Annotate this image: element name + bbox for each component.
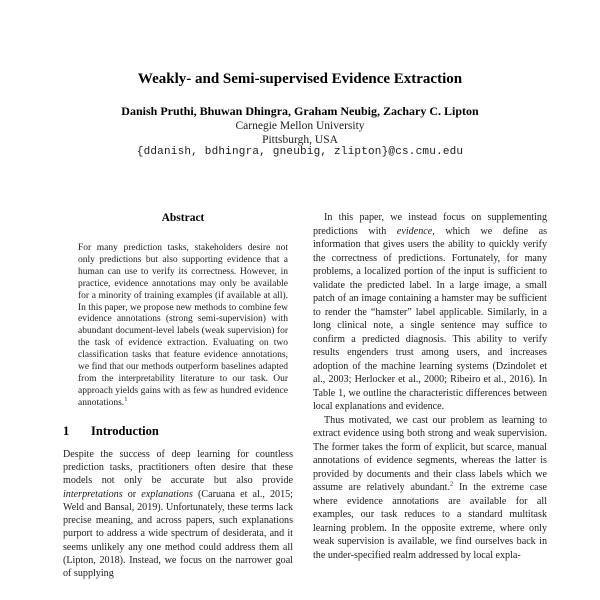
footnote-marker-2: 2 <box>450 480 454 488</box>
intro-paragraph-1 <box>63 448 293 581</box>
right-p2-text-b: In the extreme case where evidence annotations are available for all examples, our task reduces to a standard multitask learning problem. In the opposite extreme, where only weak supervision is available, we find ourselves back in the under-specified realm addressed by local expla- <box>313 482 547 561</box>
authors-emails: {ddanish, bdhingra, gneubig, zlipton}@cs.cmu.edu <box>136 146 464 158</box>
right-p1-italic-evidence: evidence <box>396 225 433 237</box>
authors-line: Danish Pruthi, Bhuwan Dhingra, Graham Neubig, Zachary C. Lipton <box>121 104 479 118</box>
abstract-body-text: For many prediction tasks, stakeholders desire not only predictions but also supporting evidence that a human can use to verify its correctness. However, in practice, evidence annotations may only be available for a minority of training examples (if available at all). In this paper, we propose new methods to combine few evidence annotations (strong semi-supervision) with abundant document-level labels (weak supervision) for the task of evidence extraction. Evaluating on two classification tasks that feature evidence annotations, we find that our methods outperform baselines adapted from the interpretability literature to our task. Our approach yields gains with as few as hundred evidence annotations. <box>78 243 288 408</box>
intro-p1-italic-explanations: explanations <box>141 488 193 500</box>
right-p1-text-b: , which we define as information that gives users the ability to quickly verify the correctness of predictions. Fortunately, for many problems, a localized portion of the input is sufficient to validate the predicted label. In a large image, a small patch of an image containing a hamster may be sufficient to render the “hamster” label applicable. Similarly, in a long clinical note, a single sentence may suffice to confirm a predicted diagnosis. This ability to verify results engenders trust among users, and increases adoption of the machine learning systems (Dzindolet et al., 2003; Herlocker et al., 2000; Ribeiro et al., 2016). In Table 1, we outline the characteristic differences between local explanations and evidence. <box>313 225 548 412</box>
abstract-text <box>78 243 288 410</box>
right-p1-text-a: In this paper, we instead focus on supplementing predictions with <box>313 212 547 237</box>
affiliation-university: Carnegie Mellon University <box>235 120 365 132</box>
abstract-heading: Abstract <box>161 212 205 224</box>
affiliation-location: Pittsburgh, USA <box>262 133 338 146</box>
right-paragraph-2 <box>313 414 547 563</box>
right-paragraph-1 <box>313 211 547 414</box>
right-p2-text-a: Thus motivated, we cast our problem as learning to extract evidence using both strong and weak supervision. The former takes the form of explicit, but scarce, manual annotations of evidence segments, whereas the latter is provided by documents and their class labels which we assume are relatively abundant. <box>313 414 547 493</box>
right-column <box>313 211 547 562</box>
section-number: 1 <box>63 423 70 438</box>
left-column <box>63 205 293 581</box>
paper-title: Weakly- and Semi-supervised Evidence Extraction <box>137 71 463 88</box>
section-title: Introduction <box>91 423 159 438</box>
intro-p1-text-a: Despite the success of deep learning for countless prediction tasks, practitioners often desire that these models not only be accurate but also provide <box>63 448 293 487</box>
section-1-heading <box>63 424 293 439</box>
intro-p1-italic-interpretations: interpretations <box>63 488 123 500</box>
intro-p1-text-c: (Caruana et al., 2015; Weld and Bansal, 2019). Unfortunately, these terms lack precise meaning, and across papers, such explanations purport to address a wide spectrum of desiderata, and it seems unlikely any one method could address them all (Lipton, 2018). Instead, we focus on the narrower goal of supplying <box>63 488 293 580</box>
intro-p1-text-b: or <box>122 488 142 500</box>
footnote-marker-1: 1 <box>124 395 128 403</box>
